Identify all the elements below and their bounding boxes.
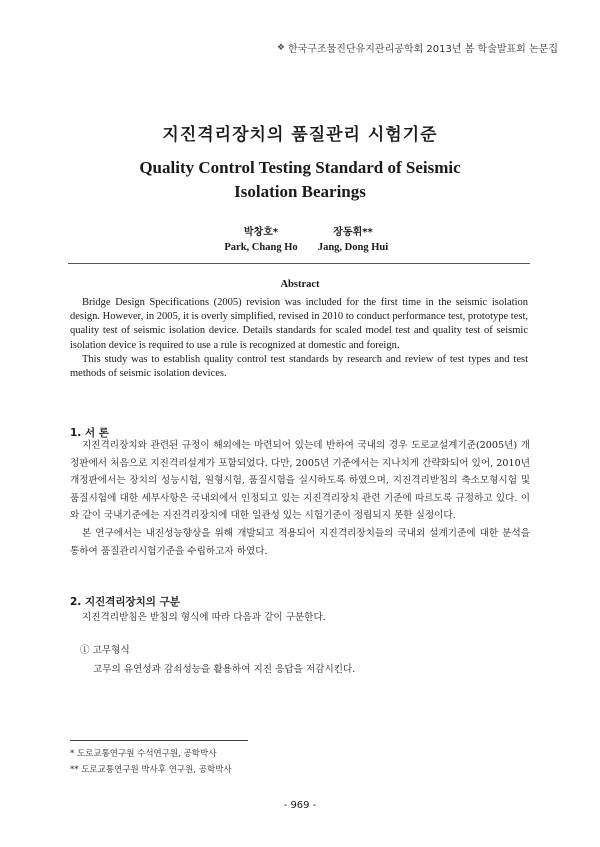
author-2-english: Jang, Dong Hui [317, 242, 389, 253]
title-english [0, 156, 600, 204]
title-divider [68, 263, 530, 264]
author-2 [293, 223, 413, 253]
section-1-heading: 1. 서 론 [70, 427, 109, 439]
header-text: 한국구조물진단유지관리공학회 2013년 봄 학술발표회 논문집 [287, 44, 558, 55]
running-header [277, 40, 558, 55]
footnote-1: * 도로교통연구원 수석연구원, 공학박사 [70, 749, 217, 759]
title-english-line1: Quality Control Testing Standard of Seismic [139, 158, 461, 177]
footnote-divider [70, 740, 248, 741]
list-item-label: ① 고무형식 [80, 645, 130, 656]
bullet-ornament-icon: ❖ [276, 42, 285, 53]
abstract-body [70, 296, 528, 381]
author-1-korean: 박창호* [243, 227, 279, 238]
author-2-korean: 장동휘** [333, 227, 373, 238]
section-1-paragraph-1: 지진격리장치와 관련된 규정이 해외에는 마련되어 있는데 반하여 국내의 경우 도로교설계기준(2005년) 개정판에서 처음으로 지진격리설계가 포함되었다. 다만, 2005년 기준에서는 지나치게 간략화되어 있어, 2010년 개정판에서는 장치의 성능시험, 원형시험, 품질시험을 실시하도록 하였으며, 지진격리받침의 축소모형시험 및 품질시험에 대한 세부사항은 국내외에서 인정되고 있는 지진격리장치 관련 기준에 따르도록 규정하고 있다. 이와 같이 국내기준에는 지진격리장치에 대한 일관성 있는 시험기준이 정립되지 못한 실정이다. [70, 440, 530, 522]
title-english-line2: Isolation Bearings [234, 182, 366, 201]
abstract-paragraph-1: Bridge Design Specifications (2005) revision was included for the first time in the seismic isolation design. However, in 2005, it is overly simplified, revised in 2010 to conduct performance test, prototype test, quality test of seismic isolation device. Details standards for scaled model test and quality test of seismic isolation device is required to use a rule is recognized at domestic and foreign. [70, 297, 528, 351]
section-1-paragraph-2: 본 연구에서는 내진성능향상을 위해 개발되고 적용되어 지진격리장치들의 국내외 설계기준에 대한 분석을 통하여 품질관리시험기준을 수립하고자 하였다. [70, 527, 530, 557]
footnote-2: ** 도로교통연구원 박사후 연구원, 공학박사 [70, 765, 232, 775]
author-1-english: Park, Chang Ho [224, 242, 298, 253]
section-1-body [70, 437, 530, 560]
abstract-paragraph-2: This study was to establish quality control test standards by research and review of test types and test methods of seismic isolation devices. [70, 353, 528, 380]
footnotes [70, 746, 232, 778]
page-number: - 969 - [283, 800, 317, 811]
abstract-heading: Abstract [280, 279, 320, 290]
section-2-intro [70, 609, 530, 627]
section-2-intro-text: 지진격리받침은 받침의 형식에 따라 다음과 같이 구분한다. [82, 612, 326, 623]
title-korean: 지진격리장치의 품질관리 시험기준 [162, 125, 438, 145]
list-item-description: 고무의 유연성과 감쇠성능을 활용하여 지진 응답을 저감시킨다. [93, 664, 356, 675]
section-2-heading: 2. 지진격리장치의 구분 [70, 596, 180, 608]
